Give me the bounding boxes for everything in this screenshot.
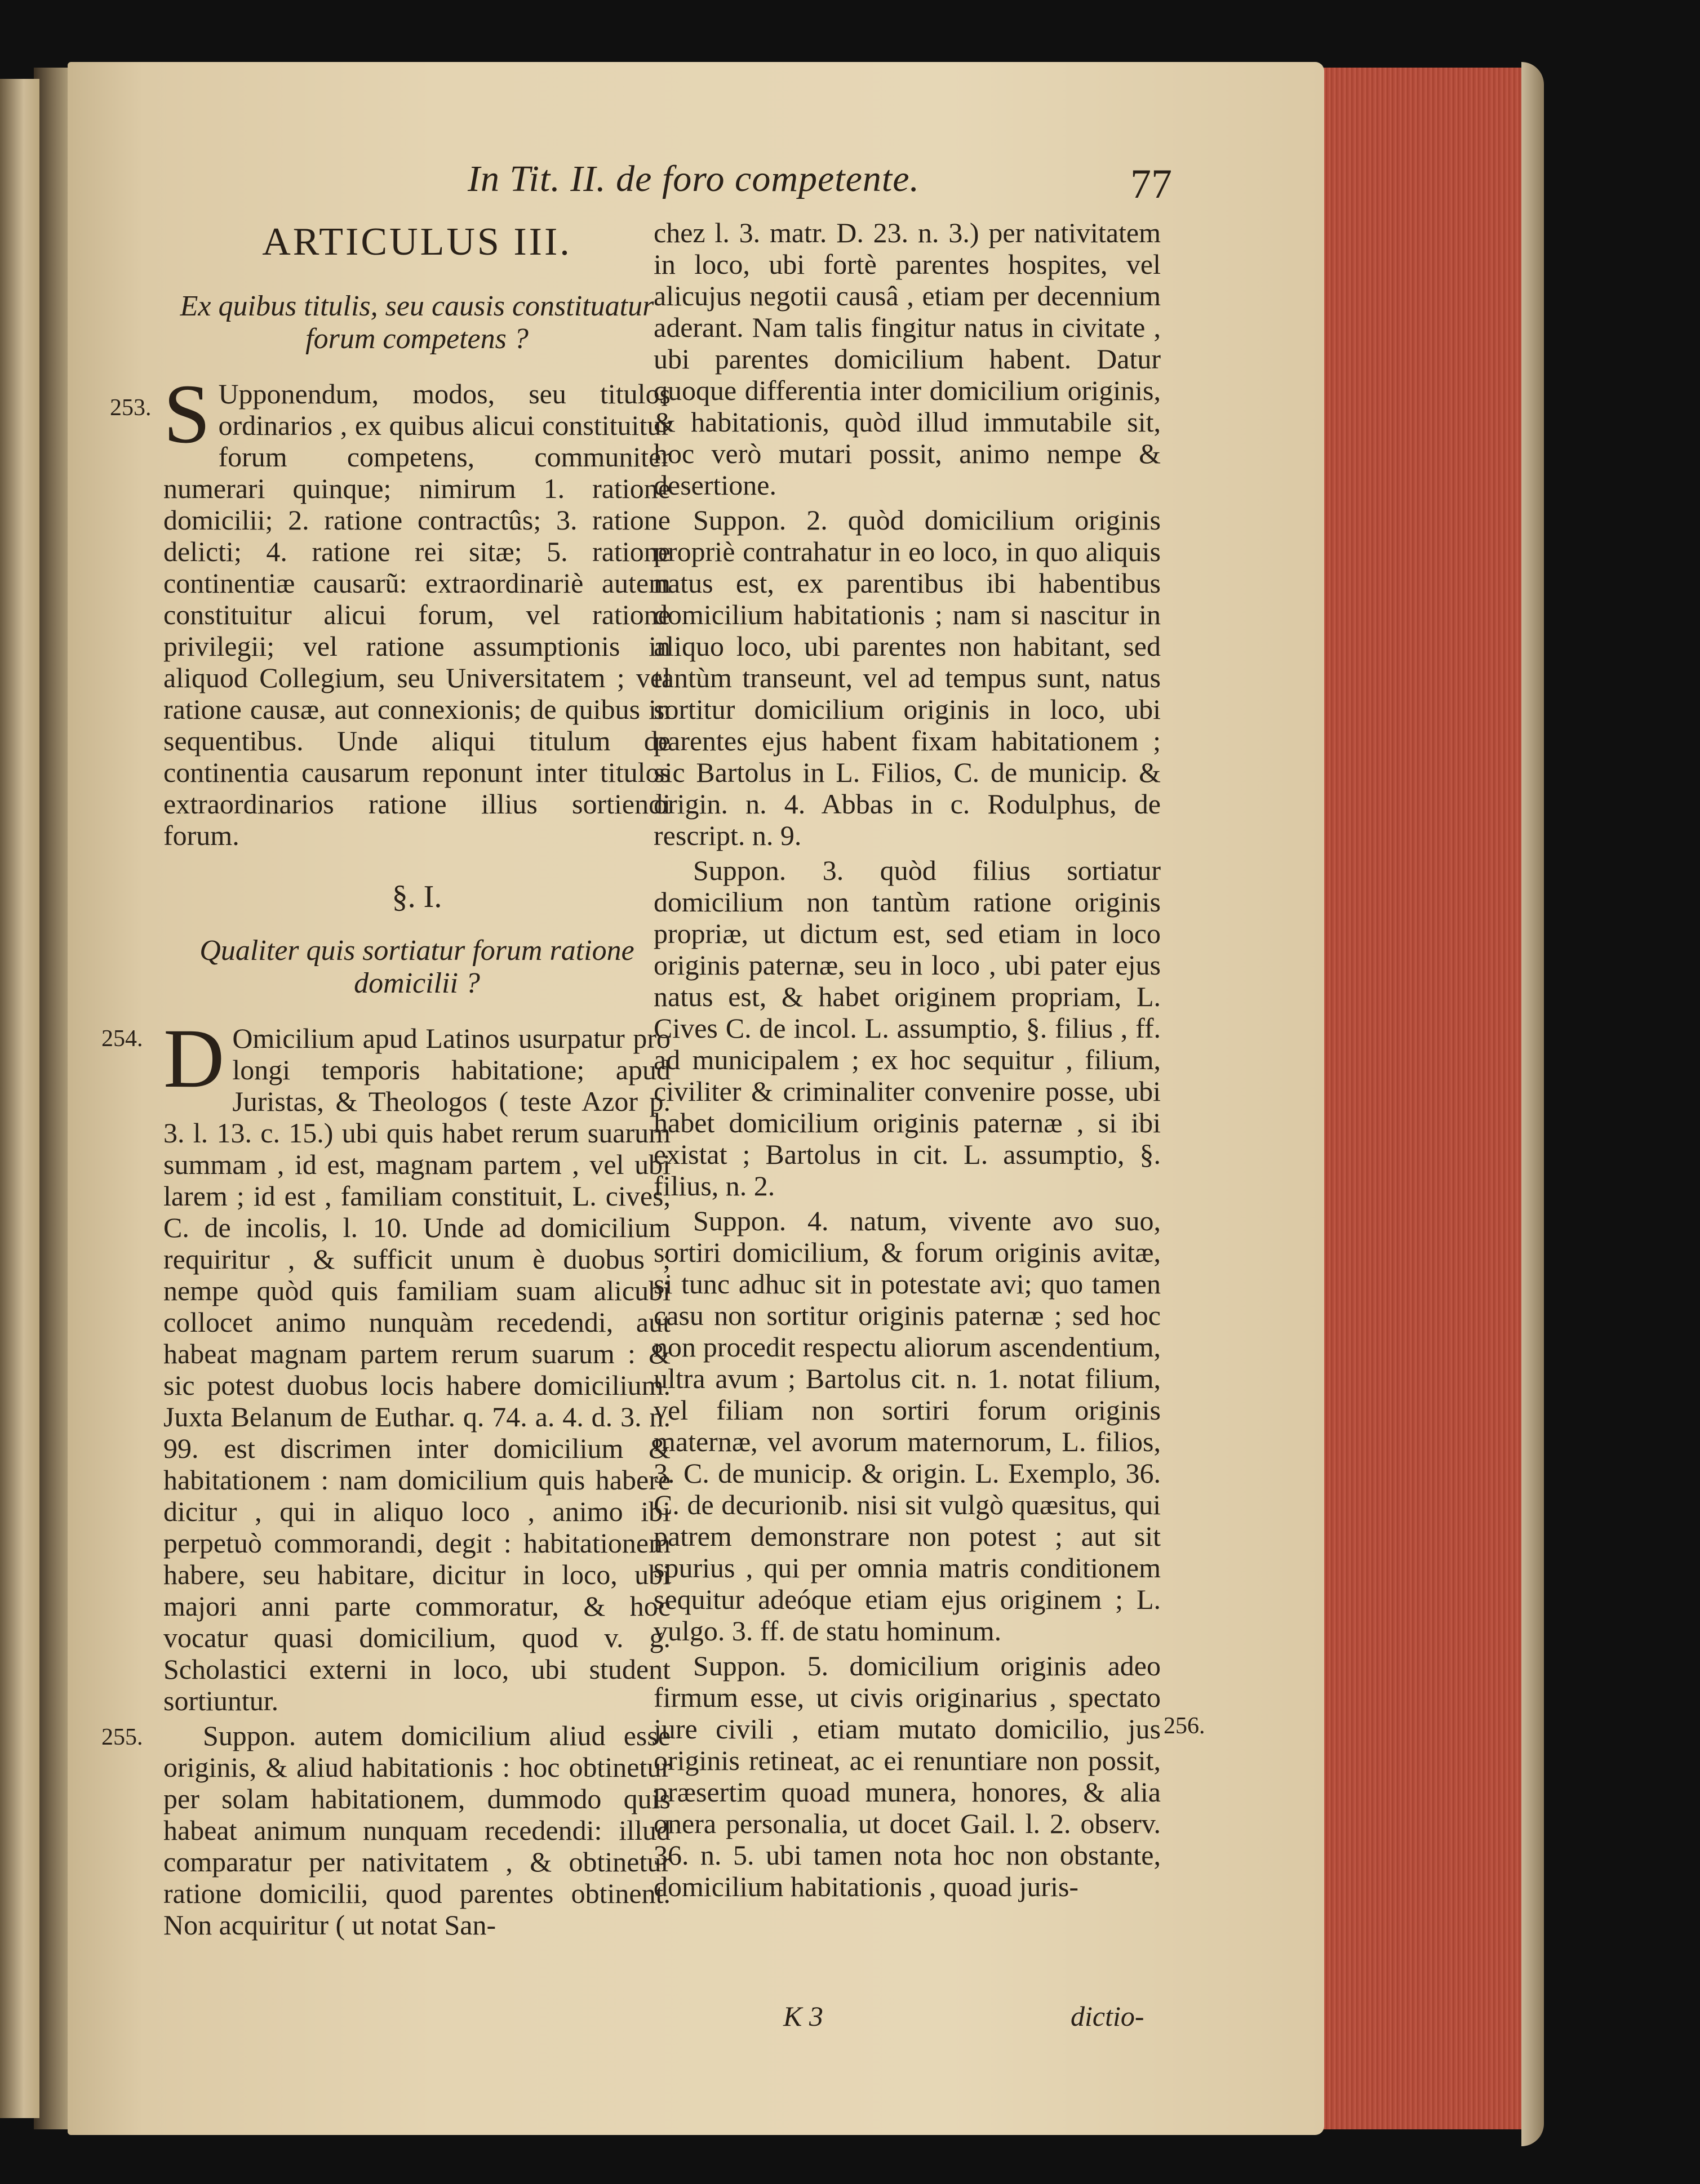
running-title: In Tit. II. de foro competente. (468, 158, 920, 199)
paragraph-253-text: Upponendum, modos, seu titulos ordinarios , ex quibus alicui constituitur forum competens, communiter numerari quinque; nimirum 1. ratione domicilii; 2. ratione contractûs; 3. ratione delicti; 4. ratione rei sitæ; 5. ratione continentiæ causarũ: extraordinariè autem constituitur alicui forum, vel ratione privilegii; vel ratione assumptionis in aliquod Collegium, seu Universitatem ; vel ratione causæ, aut connexionis; de quibus in sequentibus. Unde aliqui titulum de continentia causarum reponunt inter titulos extraordinarios ratione illius sortiendi forum. (163, 378, 671, 851)
signature-mark: K 3 (783, 2000, 823, 2032)
drop-cap-s: S (163, 367, 211, 461)
suppon-4: Suppon. 4. natum, vivente avo suo, sortiri domicilium, & forum originis avitæ, si tunc adhuc sit in potestate avi; quo tamen casu non sortitur originis paternæ ; sed hoc non procedit respectu aliorum ascendentium, ultra avum ; Bartolus cit. n. 1. notat filium, vel filiam non sortiri forum originis maternæ, vel avorum maternorum, L. filios, 3. C. de municip. & origin. L. Exemplo, 36. C. de decurionib. nisi sit vulgò quæsitus, qui patrem demonstrare non potest ; aut sit spurius , qui per omnia matris conditionem sequitur adeóque etiam ejus originem ; L. vulgo. 3. ff. de statu hominum. (654, 1205, 1161, 1647)
paragraph-continued: chez l. 3. matr. D. 23. n. 3.) per nativitatem in loco, ubi fortè parentes hospites, vel alicujus negotii causâ , etiam per decennium aderant. Nam talis fingitur natus in civitate , ubi parentes domicilium habent. Datur quoque differentia inter domicilium originis, & habitationis, quòd illud immutabile sit, hoc verò mutari possit, animo nempe & desertione. (654, 217, 1161, 501)
catchword: dictio- (1071, 2000, 1144, 2032)
section-mark: §. I. (392, 879, 442, 914)
question-heading-2: Qualiter quis sortiatur forum ratione domicilii ? (199, 935, 634, 999)
left-column (163, 217, 671, 1944)
question-heading-1: Ex quibus titulis, seu causis constituatur forum competens ? (180, 290, 654, 355)
margin-number-256: 256. (1164, 1713, 1205, 1739)
red-fore-edge (1313, 68, 1538, 2129)
page-number: 77 (1130, 161, 1172, 207)
right-column (654, 217, 1161, 1906)
margin-number-253: 253. (110, 395, 152, 421)
margin-number-255: 255. (101, 1724, 143, 1750)
suppon-2: Suppon. 2. quòd domicilium originis propriè contrahatur in eo loco, in quo aliquis natus est, ex parentibus ibi habentibus domicilium habitationis ; nam si nascitur in aliquo loco, ubi parentes non habitant, sed tantùm transeunt, vel ad tempus sunt, natus sortitur domicilium originis in loco, ubi parentes ejus habent fixam habitationem ; sic Bartolus in L. Filios, C. de municip. & origin. n. 4. Abbas in c. Rodulphus, de rescript. n. 9. (654, 504, 1161, 851)
paragraph-254-text: Omicilium apud Latinos usurpatur pro longi temporis habitatione; apud Juristas, & Theologos ( teste Azor p. 3. l. 13. c. 15.) ubi quis habet rerum suarum summam , id est, magnam partem , vel ubi larem ; id est , familiam constituit, L. cives, C. de incolis, l. 10. Unde ad domicilium requiritur , & sufficit unum è duobus ; nempe quòd quis familiam suam alicubi collocet animo nunquàm recedendi, aut habeat magnam partem rerum suarum : & sic potest duobus locis habere domicilium. Juxta Belanum de Euthar. q. 74. a. 4. d. 3. n. 99. est discrimen inter domicilium & habitationem : nam domicilium quis habere dicitur , qui in aliquo loco , animo ibi perpetuò commorandi, degit : habitationem habere, seu habitare, dicitur in loco, ubi majori anni parte commoratur, & hoc vocatur quasi domicilium, quod v. g. Scholastici externi in loco, ubi student sortiuntur. (163, 1022, 671, 1716)
suppon-5: Suppon. 5. domicilium originis adeo firmum esse, ut civis originarius , spectato jure civili , etiam mutato domicilio, jus originis retineat, ac ei renuntiare non possit, præsertim quoad munera, honores, & alia onera personalia, ut docet Gail. l. 2. observ. 36. n. 5. ubi tamen nota hoc non obstante, domicilium habitationis , quoad juris- (654, 1650, 1161, 1902)
paragraph-254 (163, 1012, 671, 1716)
suppon-3: Suppon. 3. quòd filius sortiatur domicilium non tantùm ratione originis propriæ, ut dictum est, sed etiam in loco originis paternæ, seu in loco , ubi pater ejus natus est, & habet originem propriam, L. Cives C. de incol. L. assumptio, §. filius , ff. ad municipalem ; ex hoc sequitur , filium, civiliter & criminaliter convenire posse, ubi habet domicilium originis paternæ , si ibi existat ; Bartolus in cit. L. assumptio, §. filius, n. 2. (654, 855, 1161, 1202)
article-title: ARTICULUS III. (262, 220, 572, 264)
left-page-edge (0, 79, 39, 2118)
paragraph-253 (163, 367, 671, 851)
margin-number-254: 254. (101, 1026, 143, 1052)
paragraph-255: Suppon. autem domicilium aliud esse originis, & aliud habitationis : hoc obtinetur per solam habitationem, dummodo quis habeat animum nunquam recedendi: illud comparatur per nativitatem , & obtinetur ratione domicilii, quod parentes obtinent. Non acquiritur ( ut notat San- (163, 1720, 671, 1941)
drop-cap-d: D (163, 1012, 225, 1105)
